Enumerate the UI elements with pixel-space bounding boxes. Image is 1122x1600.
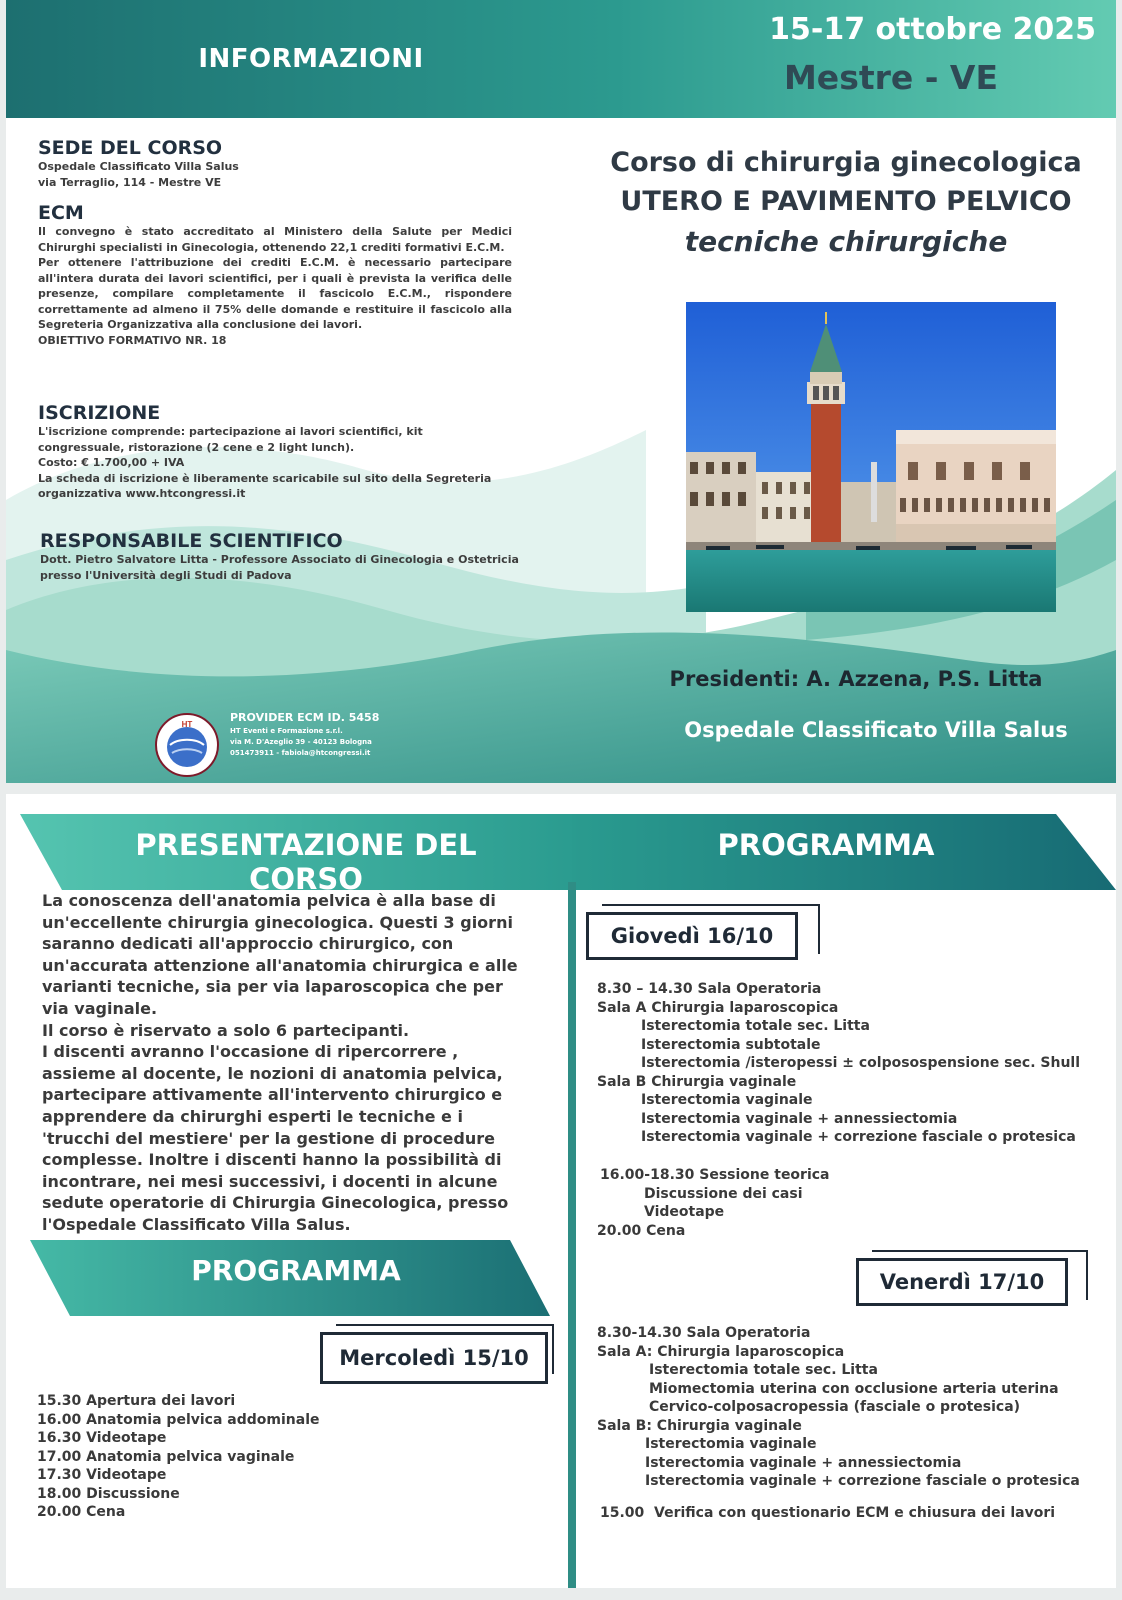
- day-friday-label: Venerdì 17/10: [856, 1258, 1068, 1306]
- info-panel: [6, 0, 1116, 783]
- info-heading: INFORMAZIONI: [198, 44, 424, 74]
- schedule-procedure: Isterectomia vaginale: [645, 1436, 817, 1452]
- provider-address: via M. D'Azeglio 39 - 40123 Bologna: [230, 738, 372, 746]
- registration-section: [38, 402, 512, 502]
- venue-address: via Terraglio, 114 - Mestre VE: [38, 175, 222, 189]
- day-friday-box: [856, 1250, 1090, 1312]
- ecm-objective: OBIETTIVO FORMATIVO NR. 18: [38, 333, 227, 347]
- venue-name: Ospedale Classificato Villa Salus: [38, 160, 239, 173]
- wednesday-schedule: [37, 1392, 417, 1522]
- schedule-procedure: Isterectomia subtotale: [641, 1036, 821, 1053]
- schedule-procedure: Isterectomia vaginale + correzione fasciale o protesica: [645, 1473, 1080, 1489]
- ecm-requirements: Per ottenere l'attribuzione dei crediti E.C.M. è necessario partecipare all'intera durata dei lavori scientifici, per i quali è prevista la verifica delle presenze, compilare completamente il fascicolo E.C.M., rispondere correttamente ad almeno il 75% delle domande e restituire il fascicolo alla Segreteria Organizzativa alla conclusione dei lavori.: [38, 256, 512, 331]
- registration-form-info: La scheda di iscrizione è liberamente scaricabile sul sito della Segreteria organizzativa www.htcongressi.it: [38, 471, 492, 500]
- program-panel: [6, 794, 1116, 1588]
- schedule-item: 15.30 Apertura dei lavori: [37, 1393, 236, 1409]
- day-wednesday-box: [320, 1324, 556, 1386]
- registration-cost: Costo: € 1.700,00 + IVA: [38, 456, 185, 469]
- day-thursday-label: Giovedì 16/10: [586, 912, 798, 960]
- presentation-paragraph: Il corso è riservato a solo 6 partecipanti.: [42, 1020, 410, 1040]
- column-divider: [568, 882, 576, 1588]
- schedule-procedure: Discussione dei casi: [644, 1185, 803, 1202]
- schedule-procedure: Isterectomia vaginale: [641, 1092, 813, 1108]
- schedule-session: 8.30 – 14.30 Sala Operatoria: [597, 981, 822, 997]
- presentation-paragraph: La conoscenza dell'anatomia pelvica è alla base di un'eccellente chirurgia ginecologica. Questi 3 giorni saranno dedicati all'approccio chirurgico, con un'accurata attenzione all'anatomia chirurgica e alle varianti tecniche, sia per via laparoscopica che per via vaginale.: [42, 891, 518, 1018]
- schedule-item: 16.00 Anatomia pelvica addominale: [37, 1411, 320, 1428]
- provider-logo-text: HT: [181, 720, 193, 729]
- schedule-procedure: Isterectomia totale sec. Litta: [649, 1362, 878, 1378]
- schedule-item: 15.00 Verifica con questionario ECM e chiusura dei lavori: [600, 1505, 1056, 1521]
- venice-photo: [686, 302, 1056, 612]
- registration-title: ISCRIZIONE: [38, 402, 161, 424]
- schedule-procedure: Isterectomia /isteropessi ± colposospensione sec. Shull: [641, 1055, 1081, 1071]
- day-wednesday-label: Mercoledì 15/10: [320, 1332, 548, 1384]
- ecm-accreditation: Il convegno è stato accreditato al Ministero della Salute per Medici Chirurghi specialisti in Ginecologia, ottenendo 22,1 crediti formativi E.C.M.: [38, 225, 512, 254]
- scientific-lead-section: [40, 530, 540, 583]
- schedule-room: Sala A Chirurgia laparoscopica: [597, 999, 839, 1016]
- schedule-room: Sala B: Chirurgia vaginale: [597, 1417, 802, 1434]
- presentation-text: [42, 890, 522, 1236]
- presentation-paragraph: I discenti avranno l'occasione di ripercorrere , assieme al docente, le nozioni di anatomia pelvica, partecipare attivamente all'intervento chirurgico e apprendere da chirurghi esperti le tecniche e i 'trucchi del mestiere' per la gestione di procedure complesse. Inoltre i discenti hanno la possibilità di incontrare, nei mesi successivi, i docenti in alcune sedute operatorie di Chirurgia Ginecologica, presso l'Ospedale Classificato Villa Salus.: [42, 1042, 509, 1234]
- schedule-room: Sala A: Chirurgia laparoscopica: [597, 1343, 845, 1360]
- schedule-item: 20.00 Cena: [37, 1504, 126, 1520]
- friday-closing: [600, 1504, 1110, 1523]
- course-subtitle: UTERO E PAVIMENTO PELVICO: [620, 186, 1072, 217]
- schedule-procedure: Isterectomia vaginale + correzione fasciale o protesica: [641, 1129, 1076, 1145]
- venue-title: SEDE DEL CORSO: [38, 137, 223, 159]
- presentation-heading: PRESENTAZIONE DEL CORSO: [135, 828, 477, 896]
- provider-logo: [154, 712, 220, 778]
- ecm-title: ECM: [38, 202, 84, 224]
- schedule-procedure: Isterectomia vaginale + annessiectomia: [645, 1454, 962, 1471]
- schedule-item: 20.00 Cena: [597, 1222, 686, 1239]
- schedule-item: 16.30 Videotape: [37, 1430, 167, 1446]
- course-title-block: [596, 144, 1096, 262]
- provider-contact: 051473911 - fabiola@htcongressi.it: [230, 749, 371, 757]
- program-heading-left: PROGRAMMA: [191, 1254, 401, 1287]
- provider-id: PROVIDER ECM ID. 5458: [230, 711, 380, 724]
- registration-includes: L'iscrizione comprende: partecipazione ai lavori scientifici, kit congressuale, ristorazione (2 cene e 2 light lunch).: [38, 425, 423, 454]
- schedule-session: 16.00-18.30 Sessione teorica: [600, 1167, 830, 1183]
- thursday-theory-session: [597, 1166, 1000, 1240]
- course-title: Corso di chirurgia ginecologica: [610, 147, 1082, 178]
- day-thursday-box: [586, 904, 822, 966]
- ecm-section: [38, 202, 512, 348]
- schedule-session: 8.30-14.30 Sala Operatoria: [597, 1325, 811, 1341]
- host-hospital: Ospedale Classificato Villa Salus: [684, 718, 1068, 742]
- schedule-procedure: Videotape: [644, 1204, 725, 1220]
- venue-section: [38, 137, 338, 190]
- scientific-lead-name: Dott. Pietro Salvatore Litta - Professore Associato di Ginecologia e Ostetricia presso l'Università degli Studi di Padova: [40, 553, 519, 582]
- schedule-room: Sala B Chirurgia vaginale: [597, 1073, 797, 1090]
- schedule-item: 18.00 Discussione: [37, 1485, 180, 1502]
- event-place: Mestre - VE: [783, 58, 999, 97]
- friday-schedule: [597, 1324, 1107, 1491]
- course-presidents: Presidenti: A. Azzena, P.S. Litta: [669, 667, 1043, 691]
- provider-info: [230, 710, 430, 759]
- schedule-procedure: Cervico-colposacropessia (fasciale o protesica): [649, 1399, 1021, 1415]
- schedule-procedure: Isterectomia vaginale + annessiectomia: [641, 1110, 958, 1127]
- schedule-procedure: Isterectomia totale sec. Litta: [641, 1018, 870, 1034]
- schedule-item: 17.00 Anatomia pelvica vaginale: [37, 1448, 295, 1465]
- thursday-schedule: [597, 980, 1107, 1147]
- schedule-procedure: Miomectomia uterina con occlusione arteria uterina: [649, 1380, 1059, 1397]
- scientific-lead-title: RESPONSABILE SCIENTIFICO: [40, 530, 343, 552]
- event-dates: 15-17 ottobre 2025: [769, 12, 1096, 47]
- schedule-item: 17.30 Videotape: [37, 1467, 167, 1483]
- program-heading-right: PROGRAMMA: [717, 828, 935, 862]
- course-tagline: tecniche chirurgiche: [684, 225, 1008, 258]
- provider-company: HT Eventi e Formazione s.r.l.: [230, 727, 343, 735]
